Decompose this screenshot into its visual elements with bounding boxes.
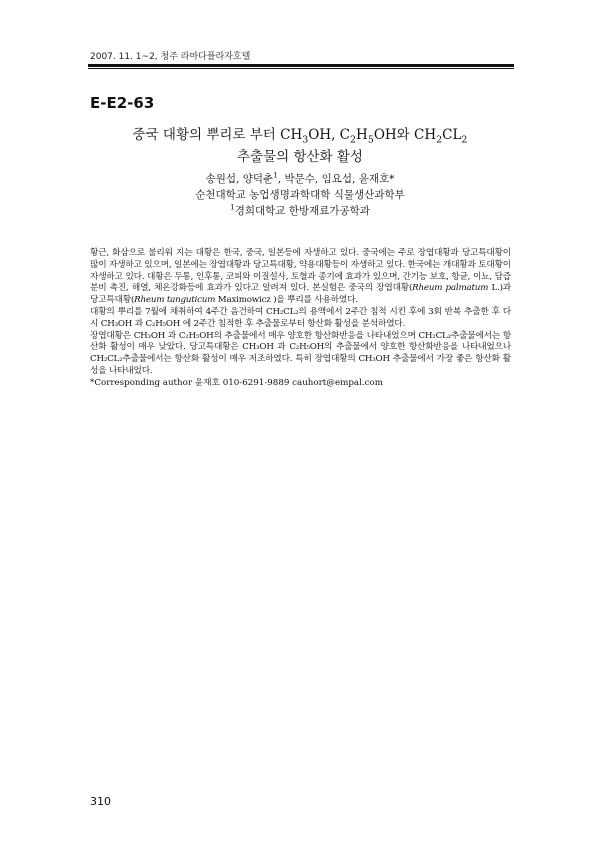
page-number: 310 [90, 795, 111, 808]
affiliation-1: 순천대학교 농업생명과학대학 식물생산과학부 [195, 189, 405, 201]
conference-header: 2007. 11. 1~2, 청주 라마다플라자호텔 [90, 52, 251, 62]
author-block [90, 171, 510, 219]
abstract-body [90, 248, 511, 390]
abstract-code: E-E2-63 [90, 94, 155, 112]
paper-title [90, 124, 510, 168]
abstract-paragraph-3: 장엽대황은 CH₃OH 과 C₂H₅OH의 추출물에서 매우 양호한 항산화반응을 나타내었으며 CH₂CL₂추출물에서는 항산화 활성이 매우 낮았다. 당고특대황은 CH₃OH 과 C₂H₅OH의 추출물에서 양호한 항산화반응을 나타내었으나 CH₂CL₂추출물에서는 항산화 활성이 매우 저조하였다. 특히 장엽대황의 CH₃OH 추출물에서 가장 좋은 항산화 활성을 나타내었다. [90, 330, 511, 376]
header-rule-thick [88, 64, 514, 67]
title-line-2: 추출물의 항산화 활성 [237, 149, 363, 165]
affiliation-2: $^1$경희대학교 한방재료가공학과 [230, 202, 370, 217]
abstract-paragraph-1: 황근, 화삼으로 불리워 지는 대황은 한국, 중국, 일본등에 자생하고 있다. 중국에는 주로 장엽대황과 당고특대황이 많이 자생하고 있으며, 일본에는 장엽대황과 당고특대황, 약용대황등이 자생하고 있다. 한국에는 개대황과 토대황이 자생하고 있다. 대황은 두통, 인후통, 코피와 이질설사, 토혈과 종기에 효과가 있으며, 간기능 보호, 항균, 이뇨, 담즙분비 촉진, 해열, 체온강화등에 효과가 있다고 알려져 있다. 본실험은 중국의 장엽대황(Rheum palmatum L.)과 당고특대황(Rheum tanguticum Maximowicz )을 뿌리를 사용하였다. [90, 248, 511, 306]
header-rule-thin [88, 68, 514, 69]
corresponding-author: *Corresponding author 윤재호 010-6291-9889 cauhort@empal.com [90, 377, 383, 388]
author-names: 송원섭, 양덕춘$^1$, 박문수, 임요섭, 윤재호* [205, 170, 395, 185]
abstract-paragraph-2: 대황의 뿌리를 7월에 채취하여 4주간 음건하여 CH₂CL₂의 용액에서 2주간 침적 시킨 후에 3회 반복 추출한 후 다시 CH₃OH 과 C₂H₅OH 에 2주간 침적한 후 추출물로부터 항산화 활성을 분석하였다. [90, 306, 511, 329]
title-line-1: 중국 대황의 뿌리로 부터 $CH_3OH$, $C_2H_5OH$와 $CH_2CL_2$ [132, 127, 468, 146]
